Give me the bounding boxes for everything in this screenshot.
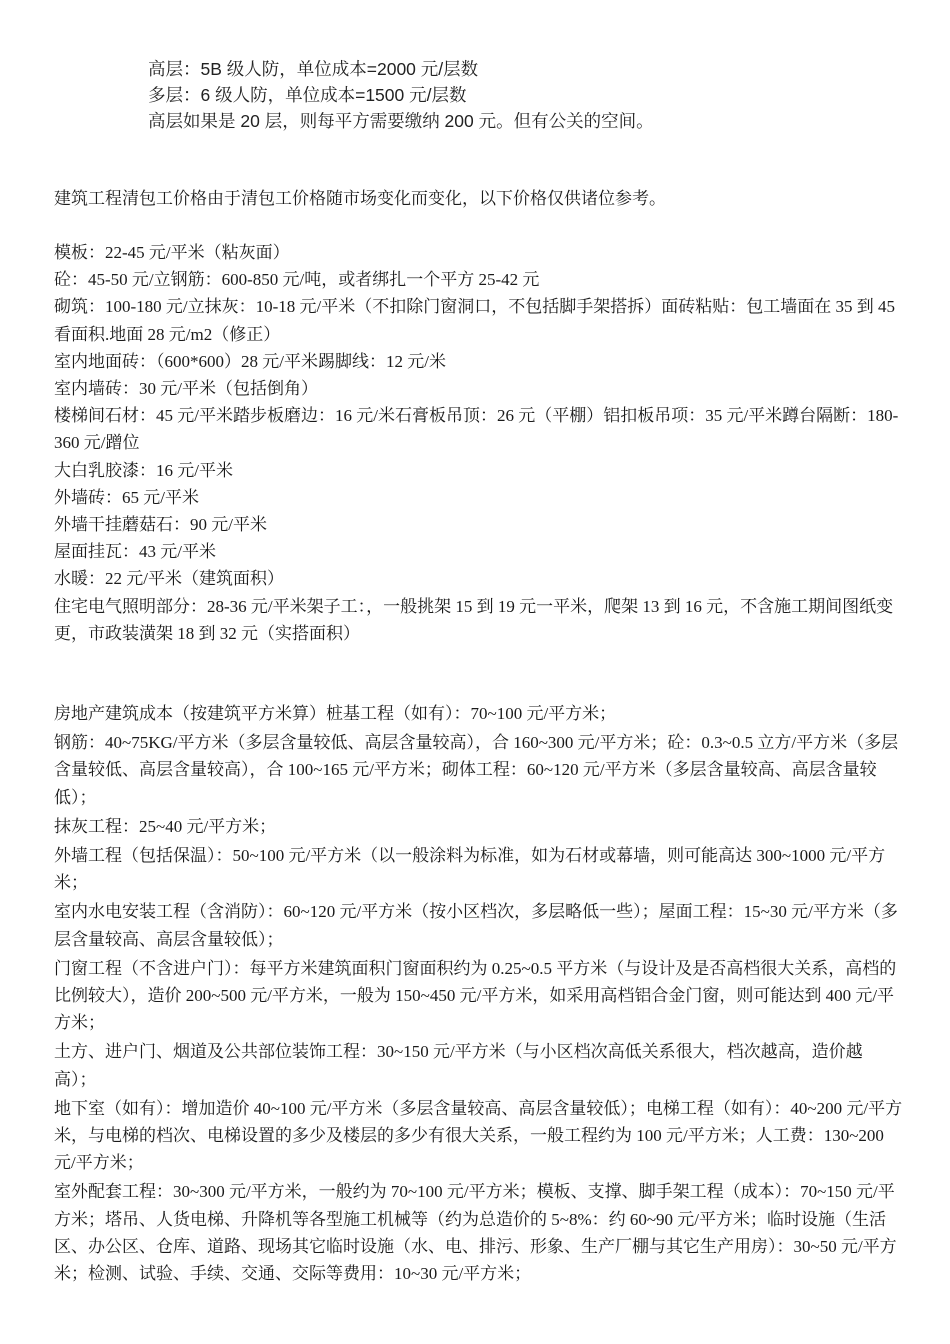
civil-defense-line: 高层：5B 级人防，单位成本=2000 元/层数 bbox=[148, 59, 479, 79]
cost-line: 土方、进户门、烟道及公共部位装饰工程：30~150 元/平方米（与小区档次高低关系很大，档次越高，造价越高）； bbox=[54, 1042, 863, 1089]
civil-defense-section bbox=[148, 56, 908, 134]
price-line: 砼：45-50 元/立钢筋：600-850 元/吨，或者绑扎一个平方 25-42 元 bbox=[54, 270, 540, 290]
price-line: 大白乳胶漆：16 元/平米 bbox=[54, 460, 233, 480]
price-line: 室内地面砖：（600*600）28 元/平米踢脚线：12 元/米 bbox=[54, 351, 446, 371]
cost-line: 外墙工程（包括保温）：50~100 元/平方米（以一般涂料为标准，如为石材或幕墙，则可能高达 300~1000 元/平方米； bbox=[54, 846, 886, 893]
price-line: 水暖：22 元/平米（建筑面积） bbox=[54, 569, 284, 589]
intro-section bbox=[54, 185, 904, 212]
cost-line: 室外配套工程：30~300 元/平方米，一般约为 70~100 元/平方米；模板、支撑、脚手架工程（成本）：70~150 元/平方米；塔吊、人货电梯、升降机等各型施工机械等（约为总造价的 5~8%：约 60~90 元/平方米；临时设施（生活区、办公区、仓库、道路、现场其它临时设施（水、电、排污、形象、生产厂棚与其它生产用房）：30~50 元/平方米；检测、试验、手续、交通、交际等费用：10~30 元/平方米； bbox=[54, 1182, 897, 1284]
cost-line: 地下室（如有）：增加造价 40~100 元/平方米（多层含量较高、高层含量较低）；电梯工程（如有）：40~200 元/平方米，与电梯的档次、电梯设置的多少及楼层的多少有很大关系，一般工程约为 100 元/平方米；人工费：130~200 元/平方米； bbox=[54, 1098, 903, 1173]
cost-line: 室内水电安装工程（含消防）：60~120 元/平方米（按小区档次，多层略低一些）；屋面工程：15~30 元/平方米（多层含量较高、高层含量较低）； bbox=[54, 902, 898, 949]
price-line: 砌筑：100-180 元/立抹灰：10-18 元/平米（不扣除门窗洞口，不包括脚手架搭拆）面砖粘贴：包工墙面在 35 到 45 看面积.地面 28 元/m2（修正） bbox=[54, 297, 896, 344]
price-line: 外墙干挂蘑菇石：90 元/平米 bbox=[54, 515, 267, 535]
price-line: 住宅电气照明部分：28-36 元/平米架子工：，一般挑架 15 到 19 元一平米，爬架 13 到 16 元，不含施工期间图纸变更，市政装潢架 18 到 32 元（实搭面积） bbox=[54, 596, 894, 643]
cost-line: 门窗工程（不含进户门）：每平方米建筑面积门窗面积约为 0.25~0.5 平方米（与设计及是否高档很大关系，高档的比例较大），造价 200~500 元/平方米，一般为 150~450 元/平方米，如采用高档铝合金门窗，则可能达到 400 元/平方米； bbox=[54, 958, 897, 1033]
construction-cost-list bbox=[54, 700, 904, 1289]
price-line: 楼梯间石材：45 元/平米踏步板磨边：16 元/米石膏板吊顶：26 元（平棚）铝扣板吊项：35 元/平米蹲台隔断：180-360 元/蹭位 bbox=[54, 406, 899, 453]
civil-defense-line: 多层：6 级人防，单位成本=1500 元/层数 bbox=[148, 85, 467, 105]
price-line: 模板：22-45 元/平米（粘灰面） bbox=[54, 243, 290, 262]
civil-defense-line: 高层如果是 20 层，则每平方需要缴纳 200 元。但有公关的空间。 bbox=[148, 111, 654, 131]
price-line: 屋面挂瓦：43 元/平米 bbox=[54, 542, 216, 562]
cost-line: 抹灰工程：25~40 元/平方米； bbox=[54, 816, 277, 836]
price-line: 外墙砖：65 元/平米 bbox=[54, 487, 199, 507]
cost-line: 钢筋：40~75KG/平方米（多层含量较低、高层含量较高），合 160~300 元/平方米；砼：0.3~0.5 立方/平方米（多层含量较低、高层含量较高），合 100~165 元/平方米；砌体工程：60~120 元/平方米（多层含量较高、高层含量较低）； bbox=[54, 733, 899, 807]
cost-line: 房地产建筑成本（按建筑平方米算）桩基工程（如有）：70~100 元/平方米； bbox=[54, 704, 617, 723]
intro-paragraph: 建筑工程清包工价格由于清包工价格随市场变化而变化，以下价格仅供诸位参考。 bbox=[54, 189, 666, 208]
price-line: 室内墙砖：30 元/平米（包括倒角） bbox=[54, 379, 318, 399]
labor-price-list bbox=[54, 239, 904, 647]
